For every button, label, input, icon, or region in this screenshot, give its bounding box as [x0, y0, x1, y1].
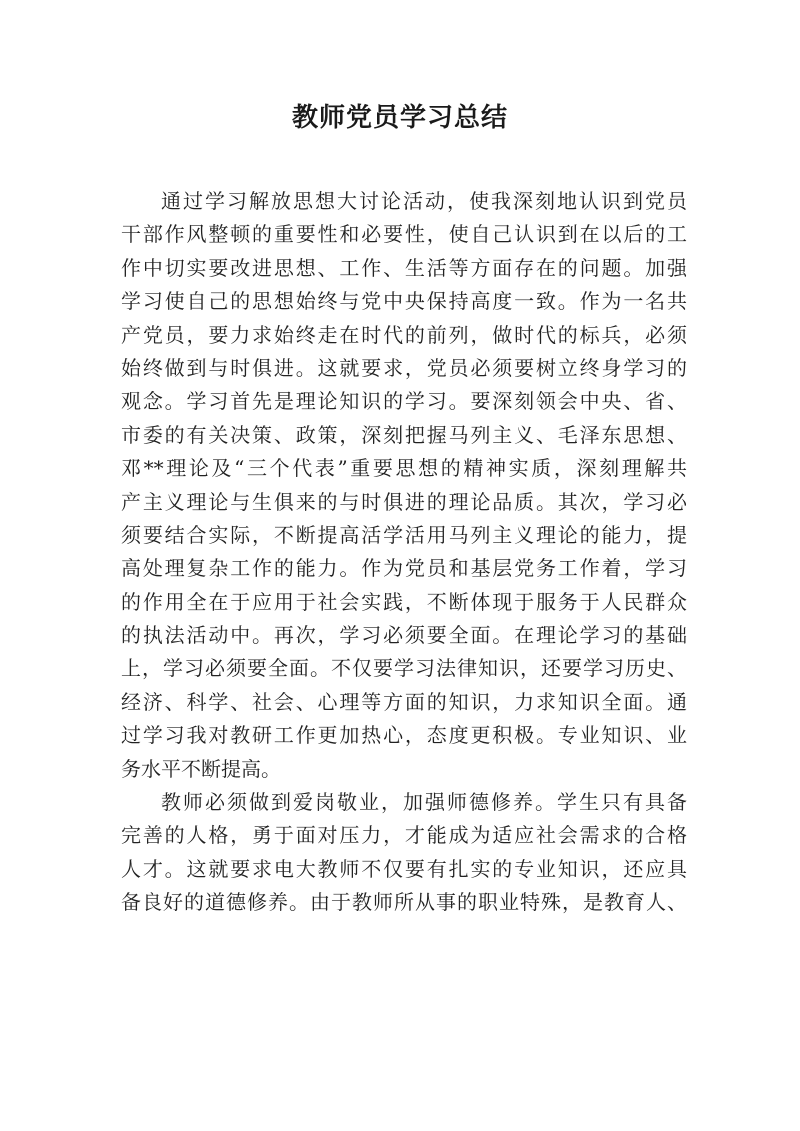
text-line: 作中切实要改进思想、工作、生活等方面存在的问题。加强 — [121, 255, 687, 280]
text-line: 完善的人格，勇于面对压力，才能成为适应社会需求的合格 — [121, 823, 687, 848]
text-line: 经济、科学、社会、心理等方面的知识，力求知识全面。通 — [121, 689, 687, 714]
text-line: 市委的有关决策、政策，深刻把握马列主义、毛泽东思想、 — [121, 422, 687, 447]
text-line: 备良好的道德修养。由于教师所从事的职业特殊，是教育人、 — [121, 890, 687, 915]
document-body — [121, 185, 687, 920]
text-line: 始终做到与时俱进。这就要求，党员必须要树立终身学习的 — [121, 355, 687, 380]
document-title: 教师党员学习总结 — [291, 103, 508, 133]
text-line: 教师必须做到爱岗敬业，加强师德修养。学生只有具备 — [161, 790, 687, 815]
text-line: 人才。这就要求电大教师不仅要有扎实的专业知识，还应具 — [121, 856, 687, 881]
text-line: 过学习我对教研工作更加热心，态度更积极。专业知识、业 — [121, 723, 687, 748]
text-line: 学习使自己的思想始终与党中央保持高度一致。作为一名共 — [121, 289, 687, 314]
text-line: 通过学习解放思想大讨论活动，使我深刻地认识到党员 — [161, 189, 687, 213]
text-line: 产党员，要力求始终走在时代的前列，做时代的标兵，必须 — [121, 322, 687, 347]
text-line: 上，学习必须要全面。不仅要学习法律知识，还要学习历史、 — [121, 656, 687, 681]
paragraph-2 — [121, 786, 687, 920]
text-line: 务水平不断提高。 — [121, 756, 281, 781]
text-line: 邓**理论及“三个代表”重要思想的精神实质，深刻理解共 — [121, 456, 687, 481]
text-line: 的执法活动中。再次，学习必须要全面。在理论学习的基础 — [121, 623, 687, 648]
text-line: 高处理复杂工作的能力。作为党员和基层党务工作着，学习 — [121, 556, 687, 581]
text-line: 须要结合实际，不断提高活学活用马列主义理论的能力，提 — [121, 522, 687, 547]
text-line: 干部作风整顿的重要性和必要性，使自己认识到在以后的工 — [121, 222, 687, 247]
text-line: 产主义理论与生俱来的与时俱进的理论品质。其次，学习必 — [121, 489, 687, 514]
text-line: 观念。学习首先是理论知识的学习。要深刻领会中央、省、 — [121, 389, 687, 414]
text-line: 的作用全在于应用于社会实践，不断体现于服务于人民群众 — [121, 589, 687, 614]
paragraph-1 — [121, 185, 687, 786]
